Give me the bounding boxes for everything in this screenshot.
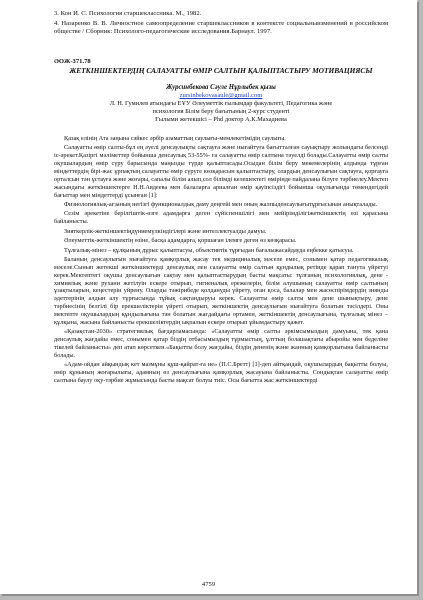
author-name: Журсинбекова Сәуле Нұрлыбек қызы — [166, 84, 276, 91]
page-number: 4759 — [201, 581, 216, 588]
body-paragraph: Тұлғалық-мінез – құлқының дұрыс қалыптасуы, объективтік тұрғыдан бағалыжасайдауда еңбекке қатысуы. — [64, 246, 354, 254]
reference-4: 4. Назаренко В. В. Личностное самоопределение старшеклассников в контексте социальныизменений в российском обществе / Сборник: Психолого-педагогические исследования.Барнаул. 1997. — [54, 20, 388, 35]
article-title: ЖЕТКІНШЕКТЕРДІҢ САЛАУАТТЫ ӨМІР САЛТЫН ҚАЛЫПТАСТЫРУ МОТИВАЦИЯСЫ — [69, 66, 373, 75]
affiliation-line: Л. Н. Гумилев атындағы ЕҰУ Әлеуметтік ғылымдар факультеті, Педагогика және — [109, 100, 333, 107]
article-body — [54, 135, 388, 385]
body-paragraph: Сезім әрекетіне берілгіштік-өзге адамдарға деген сүйіспеншілігі мен мейірімділігіжеткіншектің өзі қарасына байланысты. — [54, 210, 388, 226]
body-paragraph: Зияткерлік-жеткіншектіңдүниемүлкіндігілері және интеллектуалды дамуы. — [64, 227, 267, 235]
body-paragraph: «Қазақстан-2030» стратегиялық бағдарламасында: «Салауатты өмір салты әркімсымыздың дамуына, тек қана денсаулық жағдайы емес, сонымен қатар біздің отбасымыздың тұрмыстың, ұлттың болашақтағы абыройы мен беделіне тікелей байланысты» деп атап көрсеткен.«Бақытты болу жағдайы, біздің дененің және жанның қамқорлығына байланысты болады. — [54, 328, 388, 359]
body-paragraph: Әлеуметтік-жеткіншектің өзіне, басқа адамдарға, қоршаған ілемге деген өз көзқарасы. — [64, 237, 297, 245]
body-paragraph: «Адам-ойдан айқындық кет мазмұны құш-қайрат-ға ие» (П.С.Бретт) [1]-деп айтқандай, оқушылардың бақытты болуы, өмір құнының жоғарылығы, адамның өз денсаулығына қамқорлық жасауына байланысты. Сондықтан салауатты өмір салтына баулу оқу-тәрбие жұмысында басты мақсат болуы тиіс. Осы бағытта жас жеткіншектерді — [54, 361, 388, 384]
affiliation-line: психология Білім беру бағытының 2-курс студенті — [152, 108, 290, 115]
udc-code: ӘОЖ-371.78 — [54, 58, 91, 65]
body-paragraph: Физиологиялық-ағзаның негізгі функционалдық даму деңгейі мен оның жалпыденсаулығытұрғысынан анықталады. — [64, 200, 378, 208]
reference-3: 3. Кон И. С. Психология старшеклассника. М., 1982. — [54, 10, 202, 17]
body-paragraph: Қазақ елінің Ата заңына сәйкес әрбір азаматтың саулығы-мемлекетімідің саулығы. — [64, 135, 286, 142]
supervisor-line: Ғылыми жетекшісі – Phd доктор А.К.Махадиева — [155, 116, 287, 123]
body-paragraph: Баланың денсаулығын нығайтуға қамқорлық жасау тек медициналық мәселе емес, сонымен қатар педагогикалық мәселе.Сынып жетекші жеткіншектерді денсаулық пен салауатты өмір салтын құндылық ретінде қарап танута үйретуі керек.Мектептегі оқушы денсаулығын сақтау мен қалыптастырудың басты мақсаты: тұлғаның психологиялық, дене - химиялық және рухани жетілуін ескере отырып, гигиеналық ережелерін, білім алушының салауатты өмір салтының ұзақтыларын, кеңестерін уйрену. Оларды тәжірибеде қолдануды үйрету, оған қоса, балалар мен жасөспірімдердің зиянды әдеттерінің алдын алу тұрғысында тұйық сақтандыруы керек. Салауатты өмір салты мен дене шынықтыру, дене тәрбиесінің белгілі бір ерекшеліктерін үйреті отырып, жеткіншектің денсаулығын нығайтуға болатын тәсілдері. Оны мектепте оқушылардың құндылығына тән болатын жағдайдағы ортамен, жеткіншектің денсаулығына, тұлғалық мінез – құлқына, жасына байланысты ерекшеліктердің ықпалын ескере отырып ұйымдастыру қажет. — [54, 255, 388, 326]
author-email-link[interactable]: zursinbekovasaule@gmail.com — [179, 92, 263, 99]
body-paragraph: Салауатты өмір салты-бұл ең әуелі денсаулықты сақтауға және нығайтуға бағытталған сауықтыру жолындағы белсенді іс-әрекет.Қазіргі мәліметтер бойынша денсаулық 53-55%- ға салауатты өмір салтына тәуелді болады.Салауатты өмір салты оқушылардың өмір сүру барысында маңызды түрде қалыптасады.Осыдан білім беру мекемелерінің алдында тұрған міндеттердің бірі-жас ұрпақтың салауатты өмір сүруге көзқарасын қалыптастыру, олардың денсаулығын сақтауға, қорғауға орталсын тән ұстауға және жоғары, сапалы білім алып,сол білімді келешектегі өмірінде пайдалана білуге тәрбиелеу.Мектеп жасындағы жеткіншектерге Н.Н.Авдеева мен балаларға арналған өмір қауіпсіздігі бойынша оқулығында төмендегідей бағыттар мен міндеттерді ұсынған [1]: — [54, 144, 388, 199]
